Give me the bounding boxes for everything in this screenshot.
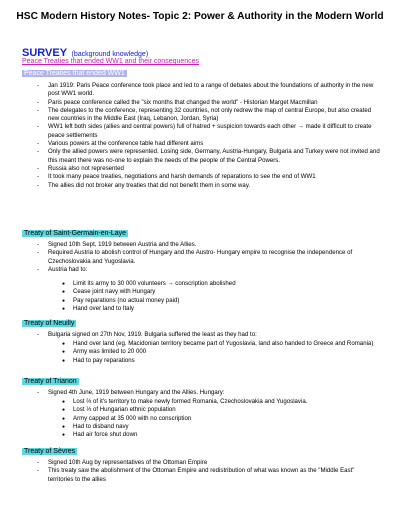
list-item: - Signed 10th Aug by representatives of the Ottoman Empire: [36, 459, 381, 467]
treaty-list-neuilly: [36, 331, 381, 339]
list-item: ● Had to pay reparations: [62, 357, 382, 365]
list-item: ● Lost ⅔ of it's territory to make newly formed Romania, Czechoslovakia and Yugoslavia.: [62, 398, 382, 406]
list-item: - Austria had to:: [36, 266, 381, 274]
subheading-peace-treaties-consequences: Peace Treaties that ended WW1 and their consequences: [22, 58, 200, 65]
treaty-list-sevres: [36, 459, 381, 484]
treaty-heading-saint-germain: Treaty of Saint-Germain-en-Laye: [24, 230, 127, 237]
list-item: - Various powers at the conference table had different aims: [36, 140, 381, 148]
list-item: - This treaty saw the abolishment of the Ottoman Empire and redistribution of what was known as the "Middle East" territories to the allies: [36, 467, 381, 484]
list-item: ● Limit its army to 30 000 volunteers → conscription abolished: [62, 280, 382, 288]
list-item: ● Army was limited to 20 000: [62, 348, 382, 356]
list-item: - Required Austria to abolish control of Hungary and the Austro- Hungary empire to recognise the independence of Czechoslovakia and Yugoslavia.: [36, 249, 381, 266]
list-item: ● Hand over land to Italy: [62, 305, 382, 313]
treaty-sublist-saint-germain: [62, 280, 382, 313]
list-item: ● Cease joint navy with Hungary: [62, 288, 382, 296]
survey-note: (background knowledge): [71, 51, 149, 58]
list-item: - Russia also not represented: [36, 165, 381, 173]
list-item: - It took many peace treaties, negotiations and harsh demands of reparations to see the end of WW1: [36, 173, 381, 181]
treaty-sublist-neuilly: [62, 340, 382, 365]
list-item: - Bulgaria signed on 27th Nov, 1919. Bulgaria suffered the least as they had to:: [36, 331, 381, 339]
list-item: ● Had to disband navy: [62, 423, 382, 431]
list-item: ● Hand over land (eg. Macidonian territory became part of Yugoslavia, land also handed to Greece and Romania): [62, 340, 382, 348]
survey-label: SURVEY: [22, 47, 68, 59]
list-item: ● Army capped at 35 000 with no conscription: [62, 415, 382, 423]
list-item: ● Lost ⅓ of Hungarian ethnic population: [62, 406, 382, 414]
document-title: HSC Modern History Notes- Topic 2: Power & Authority in the Modern World: [16, 11, 384, 22]
treaty-heading-neuilly: Treaty of Neuilly: [24, 320, 75, 327]
treaty-list-trianon: [36, 389, 381, 397]
list-item: - Only the allied powers were represented. Losing side, Germany, Austria-Hungary, Bulgaria and Turkey were not invited and this meant there was no-one to explain the needs of the people of the Central Powers.: [36, 148, 381, 165]
list-item: - The allies did not broker any treaties that did not benefit them in some way.: [36, 182, 381, 190]
list-item: - Signed 10th Sept, 1919 between Austria and the Allies.: [36, 241, 381, 249]
list-item: - Paris peace conference called the "six months that changed the world" - Historian Marget Macmillan: [36, 99, 381, 107]
list-item: - Signed 4th June, 1919 between Hungary and the Allies. Hungary:: [36, 389, 381, 397]
list-item: - Jan 1919: Paris Peace conference took place and led to a range of debates about the foundations of authority in the new post WW1 world.: [36, 82, 381, 99]
treaty-heading-sevres: Treaty of Sèvres: [24, 448, 76, 455]
subheading-peace-treaties: Peace Treaties that ended WW1: [24, 70, 125, 77]
treaty-list-saint-germain: [36, 241, 381, 274]
list-item: - WW1 left both sides (allies and central powers) full of hatred + suspicion towards each other → made it difficult to create peace settlements: [36, 123, 381, 140]
treaty-heading-trianon: Treaty of Trianon: [24, 378, 77, 385]
list-item: - The delegates to the conference, representing 32 countries, not only redrew the map of central Europe, but also created new countries in the Middle East (Iraq, Lebanon, Jordan, Syria): [36, 107, 381, 124]
treaty-sublist-trianon: [62, 398, 382, 439]
list-item: ● Pay reparations (no actual money paid): [62, 297, 382, 305]
list-item: ● Had air force shut down: [62, 431, 382, 439]
intro-list: [36, 82, 381, 190]
